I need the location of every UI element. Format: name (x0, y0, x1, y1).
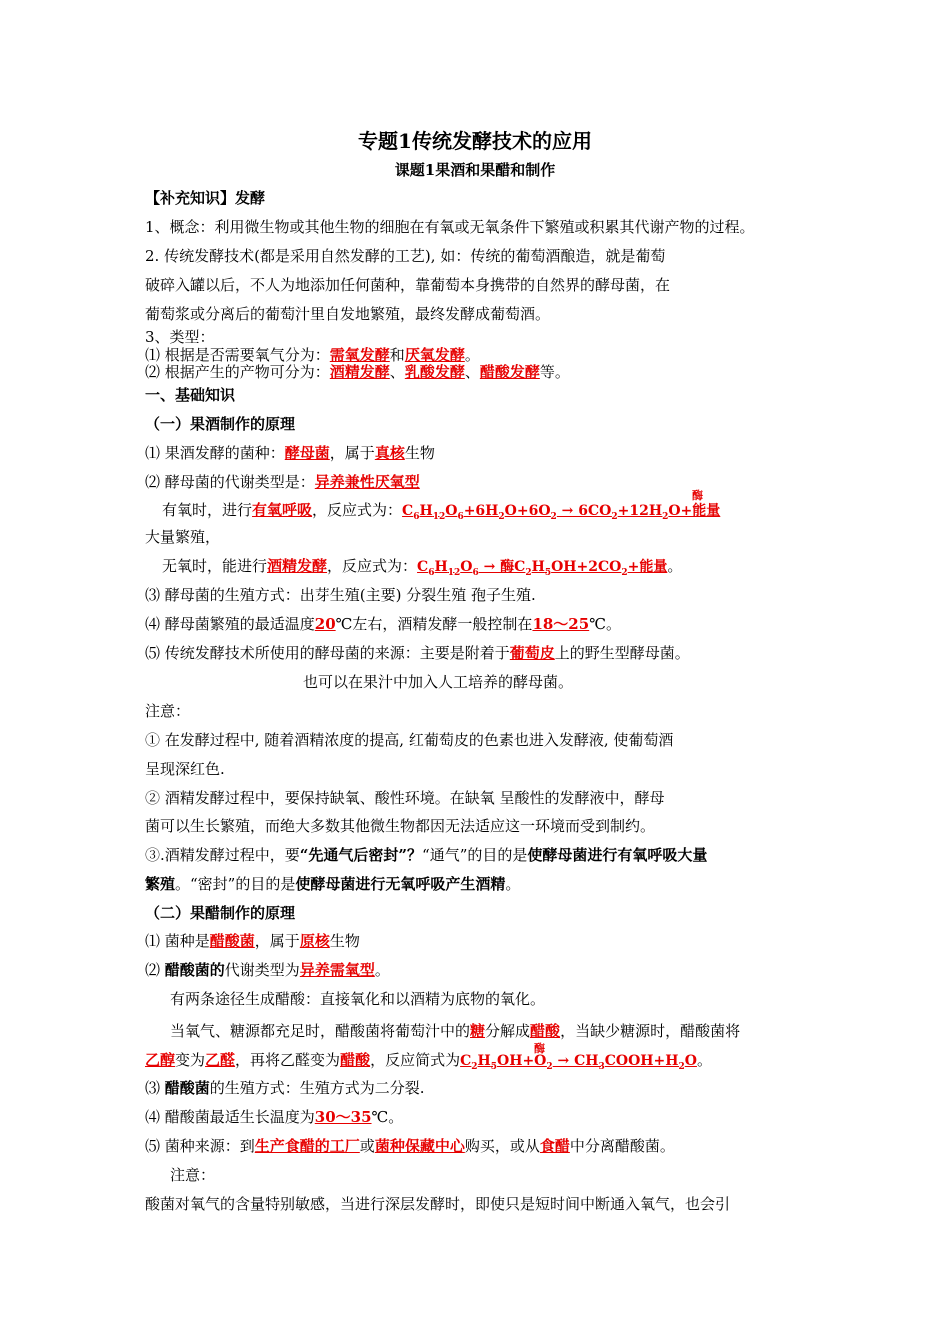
answer: 有氧呼吸 (252, 501, 313, 519)
answer: 20 (314, 615, 336, 633)
text: ⑴ 果酒发酵的菌种： (145, 444, 285, 462)
text: 购买，或从 (464, 1137, 540, 1155)
vinegar-line-8 (145, 1136, 675, 1156)
wine-line-3b: 大量繁殖， (145, 528, 221, 546)
text: 或 (359, 1137, 375, 1155)
text: 、 (464, 363, 480, 381)
answer: 异养兼性厌氧型 (314, 473, 420, 491)
supp-heading: 【补充知识】发酵 (145, 189, 266, 207)
vinegar-line-6 (145, 1078, 425, 1098)
answer: 异养需氧型 (299, 961, 375, 979)
supp-line-2: 2. 传统发酵技术(都是采用自然发酵的工艺), 如：传统的葡萄酒酿造，就是葡萄 (145, 247, 666, 265)
answer: 葡萄皮 (509, 644, 555, 662)
answer: 需氧发酵 (329, 346, 390, 364)
acetic-equation: $C_2H_5OH+O_2$ → $CH_3COOH+H_2O$ (460, 1053, 697, 1072)
text: ⑷ 酵母菌繁殖的最适温度 (145, 615, 315, 633)
text: ，反应式为： (312, 501, 403, 519)
wine-note-3a (145, 845, 707, 865)
bold-text: 使酵母菌进行无氧呼吸产生酒精 (295, 875, 506, 893)
supp-line-1: 1、概念：利用微生物或其他生物的细胞在有氧或无氧条件下繁殖或积累其代谢产物的过程。 (145, 218, 755, 236)
text: ，当缺少糖源时，醋酸菌将 (560, 1022, 741, 1040)
text: 代谢类型为 (224, 961, 300, 979)
text: ⑴ 菌种是 (145, 932, 210, 950)
text: 有氧时，进行 (162, 501, 253, 519)
text: 等。 (539, 363, 570, 381)
text: ，反应简式为 (370, 1051, 461, 1069)
text: 。 (374, 961, 390, 979)
text: 无氧时，能进行 (162, 557, 268, 575)
text: 生物 (329, 932, 360, 950)
text: 生物 (404, 444, 435, 462)
answer: 30～35 (314, 1108, 372, 1126)
wine-line-1 (145, 443, 435, 463)
text: 分解成 (485, 1022, 531, 1040)
answer: 食醋 (539, 1137, 570, 1155)
wine-line-7b: 也可以在果汁中加入人工培养的酵母菌。 (303, 673, 574, 691)
answer: 菌种保藏中心 (374, 1137, 465, 1155)
wine-note-2b: 菌可以生长繁殖，而绝大多数其他微生物都因无法适应这一环境而受到制约。 (145, 817, 656, 835)
supp-type-2 (145, 362, 570, 382)
wine-note-1b: 呈现深红色. (145, 760, 225, 778)
text: 当氧气、糖源都充足时，醋酸菌将葡萄汁中的 (170, 1022, 471, 1040)
text: ℃。 (589, 615, 621, 633)
text: 、 (389, 363, 405, 381)
text: ⑸ 菌种来源：到 (145, 1137, 255, 1155)
text: ，属于 (254, 932, 300, 950)
text: ⑵ (145, 961, 165, 979)
supp-line-4: 葡萄浆或分离后的葡萄汁里自发地繁殖，最终发酵成葡萄酒。 (145, 305, 551, 323)
vinegar-line-1 (145, 931, 360, 951)
text: 。“密封”的目的是 (175, 875, 296, 893)
answer: 18～25 (532, 615, 590, 633)
anaerobic-equation: $C_6H_{12}O_6$ → 酶$C_2H_5OH+2CO_2+$能量 (417, 559, 668, 578)
text: 。 (696, 1051, 712, 1069)
text: ，再将乙醛变为 (235, 1051, 341, 1069)
wine-line-6 (145, 614, 621, 634)
text: ⑶ (145, 1079, 165, 1097)
wine-note-label: 注意： (145, 702, 191, 720)
answer: 乙醇 (145, 1051, 176, 1069)
aerobic-equation: $C_6H_{12}O_6+6H_2O+6O_2 \to 6CO_2+12H_2O+$能量 (402, 503, 721, 522)
supp-line-3: 破碎入罐以后，不人为地添加任何菌种，靠葡萄本身携带的自然界的酵母菌，在 (145, 276, 671, 294)
vinegar-line-5 (145, 1050, 712, 1071)
wine-line-4 (162, 556, 682, 577)
text: 的生殖方式：生殖方式为二分裂. (209, 1079, 425, 1097)
text: ℃。 (371, 1108, 404, 1126)
text: 中分离醋酸菌。 (569, 1137, 675, 1155)
answer: 糖 (470, 1022, 486, 1040)
answer: 厌氧发酵 (404, 346, 465, 364)
vinegar-line-3: 有两条途径生成醋酸：直接氧化和以酒精为底物的氧化。 (170, 990, 546, 1008)
answer: 醋酸发酵 (479, 363, 540, 381)
wine-note-3b (145, 874, 520, 894)
bold-text: 使酵母菌进行有氧呼吸大量 (527, 846, 708, 864)
wine-heading: （一）果酒制作的原理 (145, 415, 296, 433)
wine-note-1a: ① 在发酵过程中, 随着酒精浓度的提高, 红葡萄皮的色素也进入发酵液, 使葡萄酒 (145, 731, 674, 749)
wine-line-2 (145, 472, 420, 492)
text: ，反应式为： (327, 557, 418, 575)
page-subtitle: 课题1果酒和果醋和制作 (394, 161, 556, 179)
text: 。 (464, 346, 480, 364)
page-title: 专题1传统发酵技术的应用 (358, 129, 592, 153)
wine-line-3 (162, 500, 720, 521)
answer: 原核 (299, 932, 330, 950)
text: ℃左右，酒精发酵一般控制在 (335, 615, 533, 633)
bold-text: “先通气后密封”？ (299, 846, 423, 864)
wine-note-2a: ② 酒精发酵过程中，要保持缺氧、酸性环境。在缺氧 呈酸性的发酵液中，酵母 (145, 789, 665, 807)
answer: 酒精发酵 (329, 363, 390, 381)
answer: 醋酸 (340, 1051, 371, 1069)
text: ，属于 (329, 444, 375, 462)
vinegar-line-4 (170, 1021, 740, 1041)
answer: 醋酸菌 (209, 932, 255, 950)
text: “通气”的目的是 (422, 846, 528, 864)
bold-text: 醋酸菌的 (164, 961, 225, 979)
wine-line-5: ⑶ 酵母菌的生殖方式：出芽生殖(主要) 分裂生殖 孢子生殖. (145, 586, 536, 604)
answer: 酒精发酵 (267, 557, 328, 575)
text: ⑵ 根据产生的产物可分为： (145, 363, 330, 381)
answer: 生产食醋的工厂 (254, 1137, 360, 1155)
text: 上的野生型酵母菌。 (554, 644, 690, 662)
answer: 醋酸 (530, 1022, 561, 1040)
text: ⑵ 酵母菌的代谢类型是： (145, 473, 315, 491)
vinegar-last-line: 酸菌对氧气的含量特别敏感，当进行深层发酵时，即使只是短时间中断通入氧气，也会引 (145, 1195, 731, 1213)
text: ⑷ 醋酸菌最适生长温度为 (145, 1108, 315, 1126)
text: 。 (505, 875, 521, 893)
supp-line-5: 3、类型： (145, 328, 215, 346)
enzyme-label: 酶 (692, 489, 703, 502)
vinegar-heading: （二）果醋制作的原理 (145, 904, 296, 922)
wine-line-7 (145, 643, 690, 663)
answer: 酵母菌 (284, 444, 330, 462)
text: ③.酒精发酵过程中，要 (145, 846, 300, 864)
enzyme-label: 酶 (534, 1042, 545, 1055)
text: 变为 (175, 1051, 206, 1069)
answer: 真核 (374, 444, 405, 462)
vinegar-line-7 (145, 1107, 403, 1127)
text: 和 (389, 346, 405, 364)
section-basic-heading: 一、基础知识 (145, 386, 236, 404)
bold-text: 繁殖 (145, 875, 176, 893)
text: 。 (667, 557, 683, 575)
answer: 乙醛 (205, 1051, 236, 1069)
bold-text: 醋酸菌 (164, 1079, 210, 1097)
vinegar-line-2 (145, 960, 390, 980)
text: ⑸ 传统发酵技术所使用的酵母菌的来源：主要是附着于 (145, 644, 510, 662)
text: ⑴ 根据是否需要氧气分为： (145, 346, 330, 364)
vinegar-note-label: 注意： (170, 1166, 216, 1184)
answer: 乳酸发酵 (404, 363, 465, 381)
